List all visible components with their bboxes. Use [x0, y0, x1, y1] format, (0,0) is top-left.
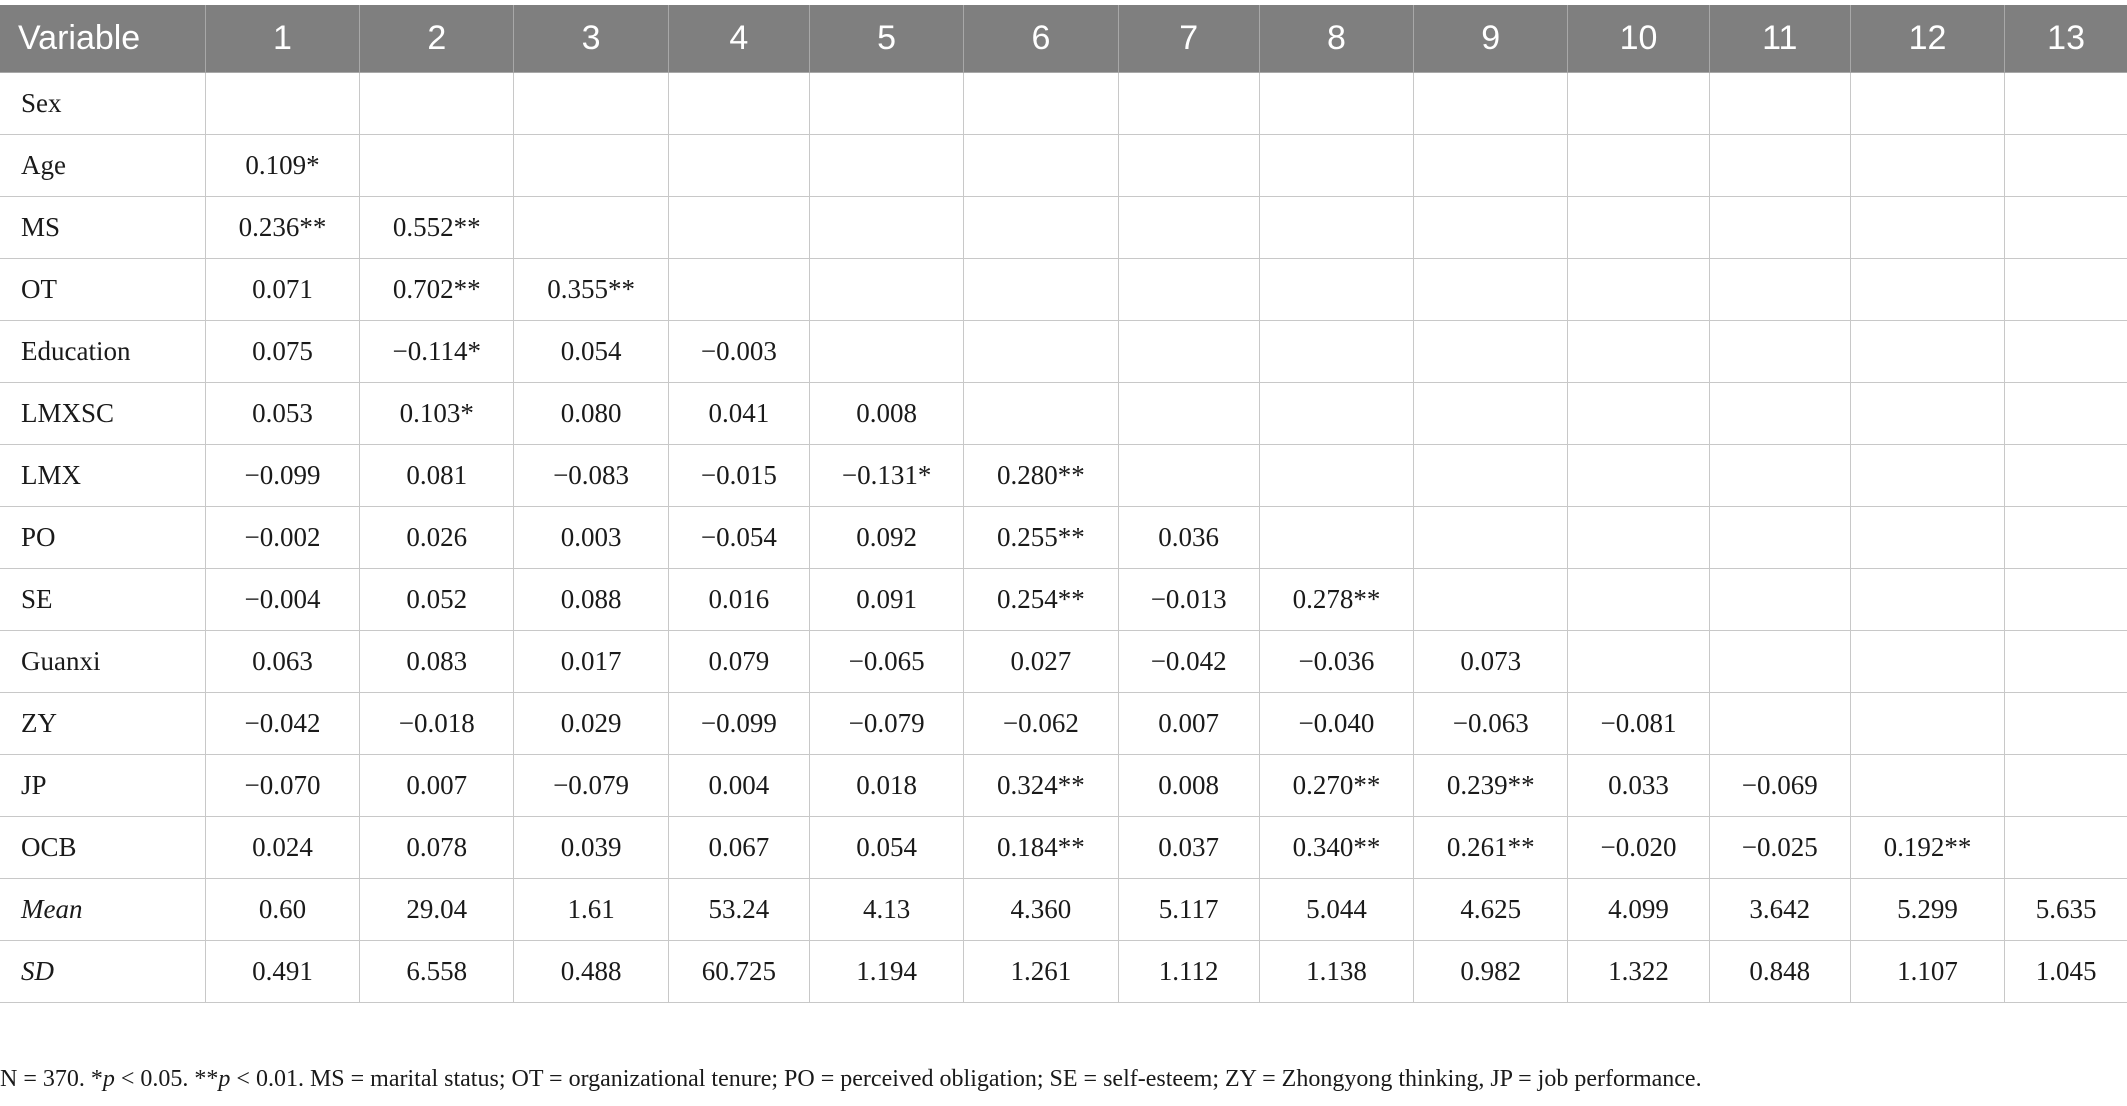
table-row [0, 445, 2127, 507]
table-cell [2005, 755, 2127, 817]
table-cell [1709, 631, 1850, 693]
table-cell [964, 321, 1118, 383]
table-cell: 0.103* [360, 383, 514, 445]
table-cell [2005, 445, 2127, 507]
table-cell [1709, 197, 1850, 259]
table-cell [1118, 73, 1259, 135]
table-cell: −0.040 [1259, 693, 1413, 755]
table-row [0, 755, 2127, 817]
table-cell: 3.642 [1709, 879, 1850, 941]
table-cell [1414, 383, 1568, 445]
table-cell: −0.013 [1118, 569, 1259, 631]
table-cell [1118, 197, 1259, 259]
table-cell [2005, 135, 2127, 197]
table-cell: 0.702** [360, 259, 514, 321]
table-cell: 0.052 [360, 569, 514, 631]
table-cell [1850, 321, 2004, 383]
table-cell: −0.004 [205, 569, 359, 631]
table-cell [1850, 507, 2004, 569]
column-header-8: 8 [1259, 5, 1413, 73]
table-cell [2005, 507, 2127, 569]
table-cell [1850, 631, 2004, 693]
table-cell [1850, 135, 2004, 197]
table-row [0, 631, 2127, 693]
row-label: OT [0, 259, 205, 321]
table-cell: 0.037 [1118, 817, 1259, 879]
table-cell: 0.017 [514, 631, 668, 693]
table-cell [964, 135, 1118, 197]
table-cell [1850, 259, 2004, 321]
table-cell: 0.239** [1414, 755, 1568, 817]
table-cell [1414, 135, 1568, 197]
table-cell: 0.033 [1568, 755, 1709, 817]
table-cell: 1.107 [1850, 941, 2004, 1003]
table-cell: 0.488 [514, 941, 668, 1003]
row-label: PO [0, 507, 205, 569]
table-cell: 6.558 [360, 941, 514, 1003]
column-header-10: 10 [1568, 5, 1709, 73]
table-cell [1709, 73, 1850, 135]
table-cell [2005, 259, 2127, 321]
table-cell [1709, 445, 1850, 507]
table-cell [1568, 73, 1709, 135]
table-cell [809, 73, 963, 135]
row-label: SD [0, 941, 205, 1003]
table-cell: −0.003 [668, 321, 809, 383]
table-cell: 0.024 [205, 817, 359, 879]
row-label: Sex [0, 73, 205, 135]
table-cell: 1.61 [514, 879, 668, 941]
table-cell: 0.036 [1118, 507, 1259, 569]
table-cell: 0.083 [360, 631, 514, 693]
table-row [0, 569, 2127, 631]
table-cell [1709, 135, 1850, 197]
table-cell [2005, 321, 2127, 383]
table-cell: −0.131* [809, 445, 963, 507]
table-cell: −0.114* [360, 321, 514, 383]
table-cell: 0.079 [668, 631, 809, 693]
table-cell [1850, 383, 2004, 445]
table-cell: 5.044 [1259, 879, 1413, 941]
table-cell [1568, 445, 1709, 507]
table-cell [1118, 259, 1259, 321]
row-label: Guanxi [0, 631, 205, 693]
table-cell: 0.091 [809, 569, 963, 631]
column-header-12: 12 [1850, 5, 2004, 73]
column-header-4: 4 [668, 5, 809, 73]
table-cell [1568, 631, 1709, 693]
table-row [0, 941, 2127, 1003]
table-cell: 0.008 [1118, 755, 1259, 817]
table-cell: −0.065 [809, 631, 963, 693]
table-cell: 0.067 [668, 817, 809, 879]
table-cell [1709, 507, 1850, 569]
column-header-13: 13 [2005, 5, 2127, 73]
table-cell: 0.080 [514, 383, 668, 445]
table-cell: 0.039 [514, 817, 668, 879]
table-cell: 5.117 [1118, 879, 1259, 941]
table-cell: −0.036 [1259, 631, 1413, 693]
row-label: SE [0, 569, 205, 631]
header-row [0, 5, 2127, 73]
table-cell [2005, 817, 2127, 879]
table-cell [1118, 445, 1259, 507]
table-cell [1568, 383, 1709, 445]
table-cell [1568, 197, 1709, 259]
table-cell [1850, 693, 2004, 755]
row-label: Education [0, 321, 205, 383]
table-cell: 0.029 [514, 693, 668, 755]
table-cell: 0.324** [964, 755, 1118, 817]
table-cell: −0.099 [205, 445, 359, 507]
table-cell [964, 73, 1118, 135]
table-cell: 0.088 [514, 569, 668, 631]
table-cell [668, 135, 809, 197]
table-cell [1259, 383, 1413, 445]
table-cell: 0.254** [964, 569, 1118, 631]
table-row [0, 693, 2127, 755]
table-cell: 29.04 [360, 879, 514, 941]
table-cell: 5.299 [1850, 879, 2004, 941]
table-cell: 0.008 [809, 383, 963, 445]
table-cell: 0.075 [205, 321, 359, 383]
table-cell [1259, 197, 1413, 259]
table-cell [964, 259, 1118, 321]
table-row [0, 507, 2127, 569]
table-cell: −0.015 [668, 445, 809, 507]
table-body [0, 73, 2127, 1003]
table-cell: −0.079 [514, 755, 668, 817]
table-cell [2005, 383, 2127, 445]
table-cell [1850, 569, 2004, 631]
table-cell [1709, 569, 1850, 631]
table-cell [2005, 569, 2127, 631]
table-cell: 1.261 [964, 941, 1118, 1003]
column-header-11: 11 [1709, 5, 1850, 73]
table-cell [1850, 73, 2004, 135]
table-cell: 0.016 [668, 569, 809, 631]
table-cell: 0.184** [964, 817, 1118, 879]
table-cell: 53.24 [668, 879, 809, 941]
table-cell [668, 73, 809, 135]
table-cell: 0.003 [514, 507, 668, 569]
table-cell [964, 197, 1118, 259]
table-cell [809, 321, 963, 383]
table-cell [514, 73, 668, 135]
table-cell: 1.138 [1259, 941, 1413, 1003]
table-cell [1259, 73, 1413, 135]
footnote-p-symbol: p [102, 1066, 115, 1092]
table-cell: 0.007 [1118, 693, 1259, 755]
table-row [0, 817, 2127, 879]
column-header-3: 3 [514, 5, 668, 73]
table-cell: 0.027 [964, 631, 1118, 693]
table-cell [360, 135, 514, 197]
table-cell [1118, 135, 1259, 197]
table-cell: 4.099 [1568, 879, 1709, 941]
table-cell: −0.070 [205, 755, 359, 817]
table-cell: −0.042 [1118, 631, 1259, 693]
table-cell [1259, 135, 1413, 197]
table-row [0, 383, 2127, 445]
table-cell [668, 259, 809, 321]
table-cell: −0.042 [205, 693, 359, 755]
column-header-5: 5 [809, 5, 963, 73]
table-cell [1850, 445, 2004, 507]
column-header-2: 2 [360, 5, 514, 73]
footnote-abbreviations: < 0.01. MS = marital status; OT = organizational tenure; PO = perceived obligation; SE = self-esteem; ZY = Zhongyong thinking, JP = job performance. [230, 1066, 1702, 1092]
table-cell: 0.092 [809, 507, 963, 569]
table-cell: −0.054 [668, 507, 809, 569]
row-label: Mean [0, 879, 205, 941]
table-cell [1118, 383, 1259, 445]
table-cell: 0.073 [1414, 631, 1568, 693]
footnote-n: N = 370. * [0, 1066, 103, 1092]
table-cell: 0.078 [360, 817, 514, 879]
table-cell [1259, 445, 1413, 507]
table-cell: 0.261** [1414, 817, 1568, 879]
table-cell [514, 135, 668, 197]
table-cell [1414, 445, 1568, 507]
table-cell: 0.848 [1709, 941, 1850, 1003]
row-label: MS [0, 197, 205, 259]
table-cell: −0.018 [360, 693, 514, 755]
table-row [0, 259, 2127, 321]
table-cell [1568, 135, 1709, 197]
table-cell: 1.045 [2005, 941, 2127, 1003]
table-row [0, 135, 2127, 197]
table-cell: 1.112 [1118, 941, 1259, 1003]
table-cell [2005, 73, 2127, 135]
table-cell: 0.054 [514, 321, 668, 383]
table-cell [514, 197, 668, 259]
table-cell [1259, 321, 1413, 383]
table-cell: −0.083 [514, 445, 668, 507]
table-cell: 0.054 [809, 817, 963, 879]
table-cell [1568, 569, 1709, 631]
row-label: Age [0, 135, 205, 197]
table-cell: 4.625 [1414, 879, 1568, 941]
column-header-6: 6 [964, 5, 1118, 73]
table-row [0, 321, 2127, 383]
table-cell: 0.053 [205, 383, 359, 445]
table-cell: 0.018 [809, 755, 963, 817]
table-cell: 0.026 [360, 507, 514, 569]
table-cell [1259, 507, 1413, 569]
table-cell: 4.13 [809, 879, 963, 941]
table-cell: 0.552** [360, 197, 514, 259]
table-cell [809, 197, 963, 259]
table-cell: −0.099 [668, 693, 809, 755]
table-cell [1568, 507, 1709, 569]
table-cell [1709, 693, 1850, 755]
table-cell [1709, 321, 1850, 383]
row-label: OCB [0, 817, 205, 879]
table-cell: 0.60 [205, 879, 359, 941]
table-cell [809, 135, 963, 197]
table-cell: 0.081 [360, 445, 514, 507]
footnote-p-symbol: p [218, 1066, 231, 1092]
table-cell [2005, 693, 2127, 755]
table-cell: 0.236** [205, 197, 359, 259]
correlation-table [0, 5, 2127, 1003]
table-cell [964, 383, 1118, 445]
table-cell [809, 259, 963, 321]
table-cell [1709, 259, 1850, 321]
table-cell: −0.062 [964, 693, 1118, 755]
table-row [0, 73, 2127, 135]
table-footnote [0, 1066, 1702, 1093]
table-cell [1414, 197, 1568, 259]
table-cell [1850, 755, 2004, 817]
table-cell: 0.109* [205, 135, 359, 197]
table-cell: −0.025 [1709, 817, 1850, 879]
table-cell [1568, 321, 1709, 383]
table-cell [1414, 321, 1568, 383]
table-cell [1568, 259, 1709, 321]
table-cell [1850, 197, 2004, 259]
footnote-p05: < 0.05. ** [114, 1066, 219, 1092]
table-cell: 0.192** [1850, 817, 2004, 879]
table-cell: −0.063 [1414, 693, 1568, 755]
table-cell: 0.007 [360, 755, 514, 817]
table-cell: 60.725 [668, 941, 809, 1003]
table-cell: 0.063 [205, 631, 359, 693]
table-cell: 0.355** [514, 259, 668, 321]
table-cell [1414, 569, 1568, 631]
table-cell: 5.635 [2005, 879, 2127, 941]
table-cell: −0.069 [1709, 755, 1850, 817]
table-cell [1259, 259, 1413, 321]
table-cell [205, 73, 359, 135]
table-cell: 0.278** [1259, 569, 1413, 631]
row-label: JP [0, 755, 205, 817]
table-cell: −0.020 [1568, 817, 1709, 879]
table-cell [1414, 73, 1568, 135]
table-cell: −0.002 [205, 507, 359, 569]
row-label: LMX [0, 445, 205, 507]
table-cell: 0.004 [668, 755, 809, 817]
table-cell: 0.340** [1259, 817, 1413, 879]
column-header-variable: Variable [0, 5, 205, 73]
table-cell: 0.041 [668, 383, 809, 445]
table-cell: 0.491 [205, 941, 359, 1003]
table-cell [1118, 321, 1259, 383]
table-cell: 0.071 [205, 259, 359, 321]
table-row [0, 197, 2127, 259]
table-cell [1709, 383, 1850, 445]
table-cell: 0.255** [964, 507, 1118, 569]
table-cell [668, 197, 809, 259]
table-row [0, 879, 2127, 941]
table-cell [1414, 507, 1568, 569]
table-cell: 0.280** [964, 445, 1118, 507]
row-label: ZY [0, 693, 205, 755]
column-header-9: 9 [1414, 5, 1568, 73]
table-cell: 0.270** [1259, 755, 1413, 817]
table-cell: −0.081 [1568, 693, 1709, 755]
column-header-1: 1 [205, 5, 359, 73]
table-cell: 0.982 [1414, 941, 1568, 1003]
table-cell [360, 73, 514, 135]
table-cell [1414, 259, 1568, 321]
table-cell: 4.360 [964, 879, 1118, 941]
row-label: LMXSC [0, 383, 205, 445]
table-cell [2005, 631, 2127, 693]
column-header-7: 7 [1118, 5, 1259, 73]
table-cell [2005, 197, 2127, 259]
table-cell: 1.322 [1568, 941, 1709, 1003]
table-cell: 1.194 [809, 941, 963, 1003]
table-cell: −0.079 [809, 693, 963, 755]
